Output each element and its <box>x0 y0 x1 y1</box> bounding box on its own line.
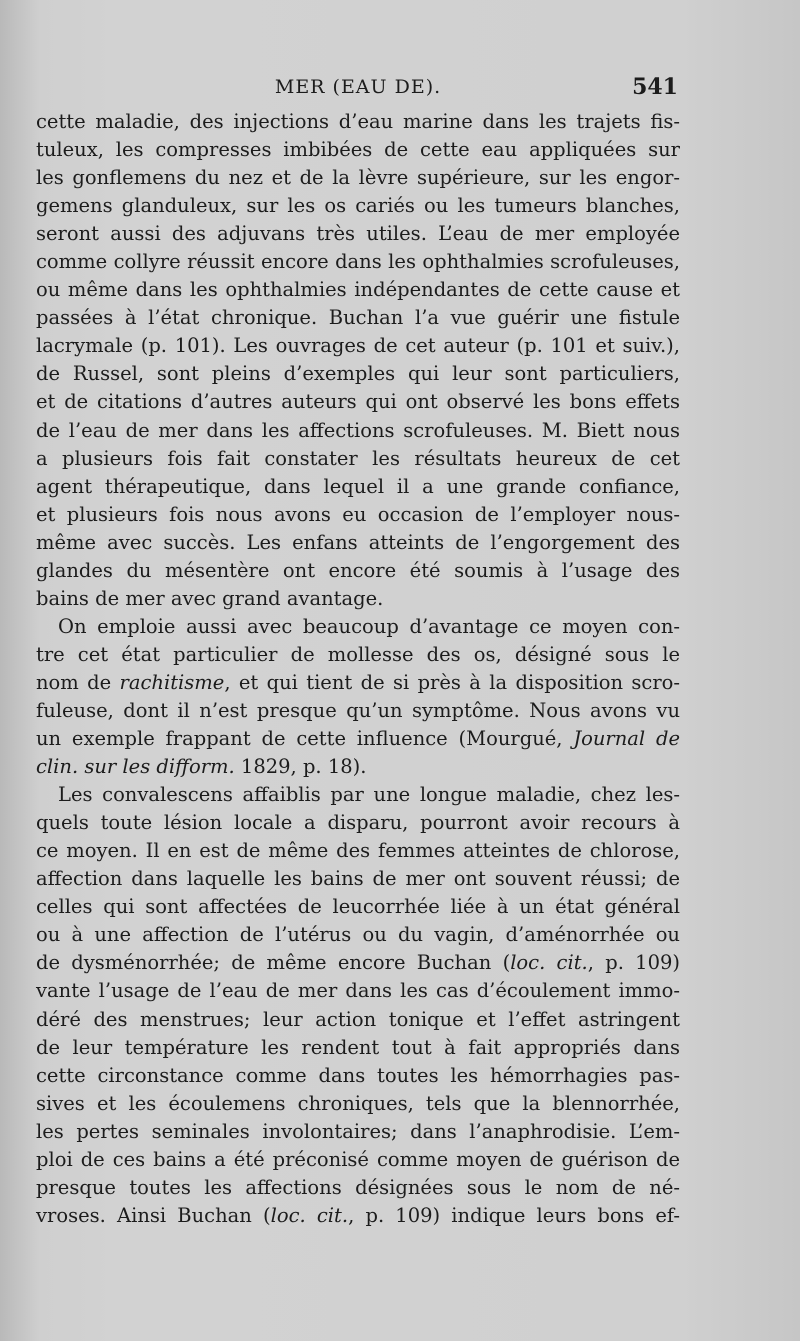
text-line: quels toute lésion locale a disparu, pourront avoir recours à <box>36 811 680 835</box>
text-line: de Russel, sont pleins d’exemples qui leur sont particuliers, <box>36 362 680 386</box>
text-line: seront aussi des adjuvans très utiles. L’eau de mer employée <box>36 222 680 246</box>
text-line: celles qui sont affectées de leucorrhée liée à un état général <box>36 895 680 919</box>
text-line: même avec succès. Les enfans atteints de l’engorgement des <box>36 530 680 554</box>
text-line: On emploie aussi avec beaucoup d’avantage ce moyen con- <box>58 614 680 638</box>
paragraph-1 <box>36 108 680 613</box>
text-line: comme collyre réussit encore dans les ophthalmies scrofuleuses, <box>36 250 680 274</box>
text-line: ce moyen. Il en est de même des femmes atteintes de chlorose, <box>36 839 680 863</box>
text-line: les gonflemens du nez et de la lèvre supérieure, sur les engor- <box>36 166 680 190</box>
text-line: cette circonstance comme dans toutes les hémorrhagies pas- <box>36 1063 680 1087</box>
text-line: de l’eau de mer dans les affections scrofuleuses. M. Biett nous <box>36 418 680 442</box>
text-line: tre cet état particulier de mollesse des os, désigné sous le <box>36 642 680 666</box>
text-line: affection dans laquelle les bains de mer ont souvent réussi; de <box>36 867 680 891</box>
text-line: a plusieurs fois fait constater les résultats heureux de cet <box>36 446 680 470</box>
text-line: les pertes seminales involontaires; dans l’anaphrodisie. L’em- <box>36 1119 680 1143</box>
text-line: et de citations d’autres auteurs qui ont observé les bons effets <box>36 390 680 414</box>
text-line: de leur température les rendent tout à fait appropriés dans <box>36 1035 680 1059</box>
text-line: passées à l’état chronique. Buchan l’a vue guérir une fistule <box>36 306 680 330</box>
text-line: déré des menstrues; leur action tonique et l’effet astringent <box>36 1007 680 1031</box>
running-title: MER (EAU DE). <box>274 76 442 98</box>
text-line: et plusieurs fois nous avons eu occasion de l’employer nous- <box>36 502 680 526</box>
body-text <box>36 108 680 1230</box>
text-line: Les convalescens affaiblis par une longue maladie, chez les- <box>58 783 680 807</box>
paragraph-3 <box>36 781 680 1230</box>
text-line: de dysménorrhée; de même encore Buchan (loc. cit., p. 109) <box>36 951 680 975</box>
text-line: bains de mer avec grand avantage. <box>36 586 384 610</box>
text-line: tuleux, les compresses imbibées de cette eau appliquées sur <box>36 138 680 162</box>
text-line: ploi de ces bains a été préconisé comme moyen de guérison de <box>36 1147 680 1171</box>
text-line: un exemple frappant de cette influence (Mourgué, Journal de <box>36 727 680 751</box>
text-line: ou même dans les ophthalmies indépendantes de cette cause et <box>36 278 680 302</box>
text-line: gemens glanduleux, sur les os cariés ou les tumeurs blanches, <box>36 194 680 218</box>
text-line: cette maladie, des injections d’eau marine dans les trajets fis- <box>36 110 680 133</box>
page-number: 541 <box>632 74 678 100</box>
text-line: presque toutes les affections désignées sous le nom de né- <box>36 1175 680 1199</box>
running-header <box>36 72 680 104</box>
paragraph-2 <box>36 613 680 781</box>
text-line: sives et les écoulemens chroniques, tels que la blennorrhée, <box>36 1091 680 1115</box>
text-line: clin. sur les difform. 1829, p. 18). <box>36 755 367 779</box>
text-line: agent thérapeutique, dans lequel il a une grande confiance, <box>36 474 680 498</box>
text-line: ou à une affection de l’utérus ou du vagin, d’aménorrhée ou <box>36 923 680 947</box>
text-line: nom de rachitisme, et qui tient de si près à la disposition scro- <box>36 670 680 694</box>
text-line: glandes du mésentère ont encore été soumis à l’usage des <box>36 558 680 582</box>
text-line: fuleuse, dont il n’est presque qu’un symptôme. Nous avons vu <box>36 698 680 722</box>
text-line: vroses. Ainsi Buchan (loc. cit., p. 109) indique leurs bons ef- <box>36 1203 680 1227</box>
text-line: vante l’usage de l’eau de mer dans les cas d’écoulement immo- <box>36 979 680 1003</box>
text-line: lacrymale (p. 101). Les ouvrages de cet auteur (p. 101 et suiv.), <box>36 334 680 358</box>
